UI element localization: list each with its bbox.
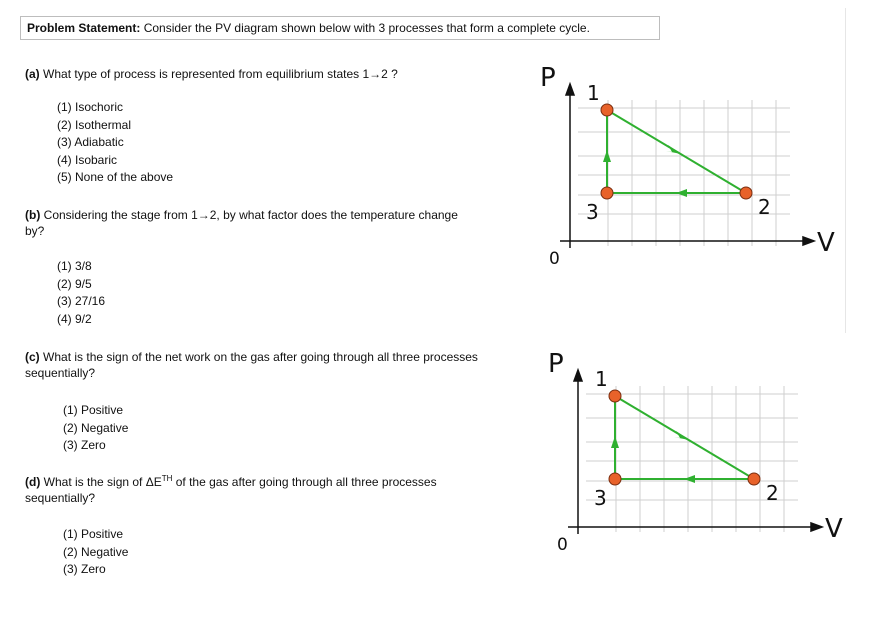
question-c-text-line2: sequentially?: [25, 366, 96, 380]
state-label-3: 3: [586, 200, 599, 224]
state-label-3: 3: [594, 486, 607, 510]
question-b-letter: (b): [25, 208, 41, 222]
option-item[interactable]: (1) Positive: [63, 403, 124, 417]
question-d-text-line2: sequentially?: [25, 491, 96, 505]
state-label-1: 1: [587, 81, 600, 105]
pv-grid: [586, 386, 798, 532]
axis-origin-0: 0: [549, 249, 560, 269]
option-item[interactable]: (5) None of the above: [57, 170, 174, 184]
question-d-letter: (d): [25, 475, 41, 489]
option-item[interactable]: (1) 3/8: [57, 259, 92, 273]
state-label-1: 1: [595, 367, 608, 391]
axis-label-v: V: [817, 228, 835, 258]
axis-label-p: P: [540, 63, 556, 93]
axis-label-v: V: [825, 514, 843, 544]
axis-label-p: P: [548, 349, 564, 379]
question-d-text-sup: TH: [161, 474, 173, 483]
question-b-text-line2: by?: [25, 224, 45, 238]
problem-label: Problem Statement:: [27, 21, 141, 35]
question-d-text-pre: What is the sign of ΔE: [43, 475, 162, 489]
question-a-letter: (a): [25, 67, 40, 81]
question-c-text-line1: What is the sign of the net work on the gas after going through all three processes: [43, 350, 478, 364]
option-item[interactable]: (3) Zero: [63, 438, 106, 452]
axis-origin-0: 0: [557, 535, 568, 555]
option-item[interactable]: (2) 9/5: [57, 276, 92, 291]
option-item[interactable]: (1) Isochoric: [57, 100, 124, 114]
option-item[interactable]: (3) Zero: [63, 562, 106, 576]
option-item[interactable]: (2) Negative: [63, 420, 129, 435]
question-b-text-line1: Considering the stage from 1→2, by what factor does the temperature change: [43, 208, 458, 222]
state-label-2: 2: [766, 481, 779, 505]
option-item[interactable]: (2) Isothermal: [57, 117, 132, 132]
problem-text: Consider the PV diagram shown below with 3 processes that form a complete cycle.: [143, 21, 590, 35]
option-item[interactable]: (4) 9/2: [57, 311, 92, 326]
pv-direction-arrows: [611, 431, 695, 483]
option-item[interactable]: (3) Adiabatic: [57, 135, 124, 149]
option-item[interactable]: (2) Negative: [63, 544, 129, 559]
question-c-letter: (c): [25, 350, 40, 364]
option-item[interactable]: (1) Positive: [63, 527, 124, 541]
question-a-text: What type of process is represented from equilibrium states 1→2 ?: [43, 67, 398, 81]
option-item[interactable]: (4) Isobaric: [57, 152, 118, 167]
state-label-2: 2: [758, 195, 771, 219]
question-d-text-post: of the gas after going through all three processes: [172, 475, 437, 489]
option-item[interactable]: (3) 27/16: [57, 294, 106, 308]
